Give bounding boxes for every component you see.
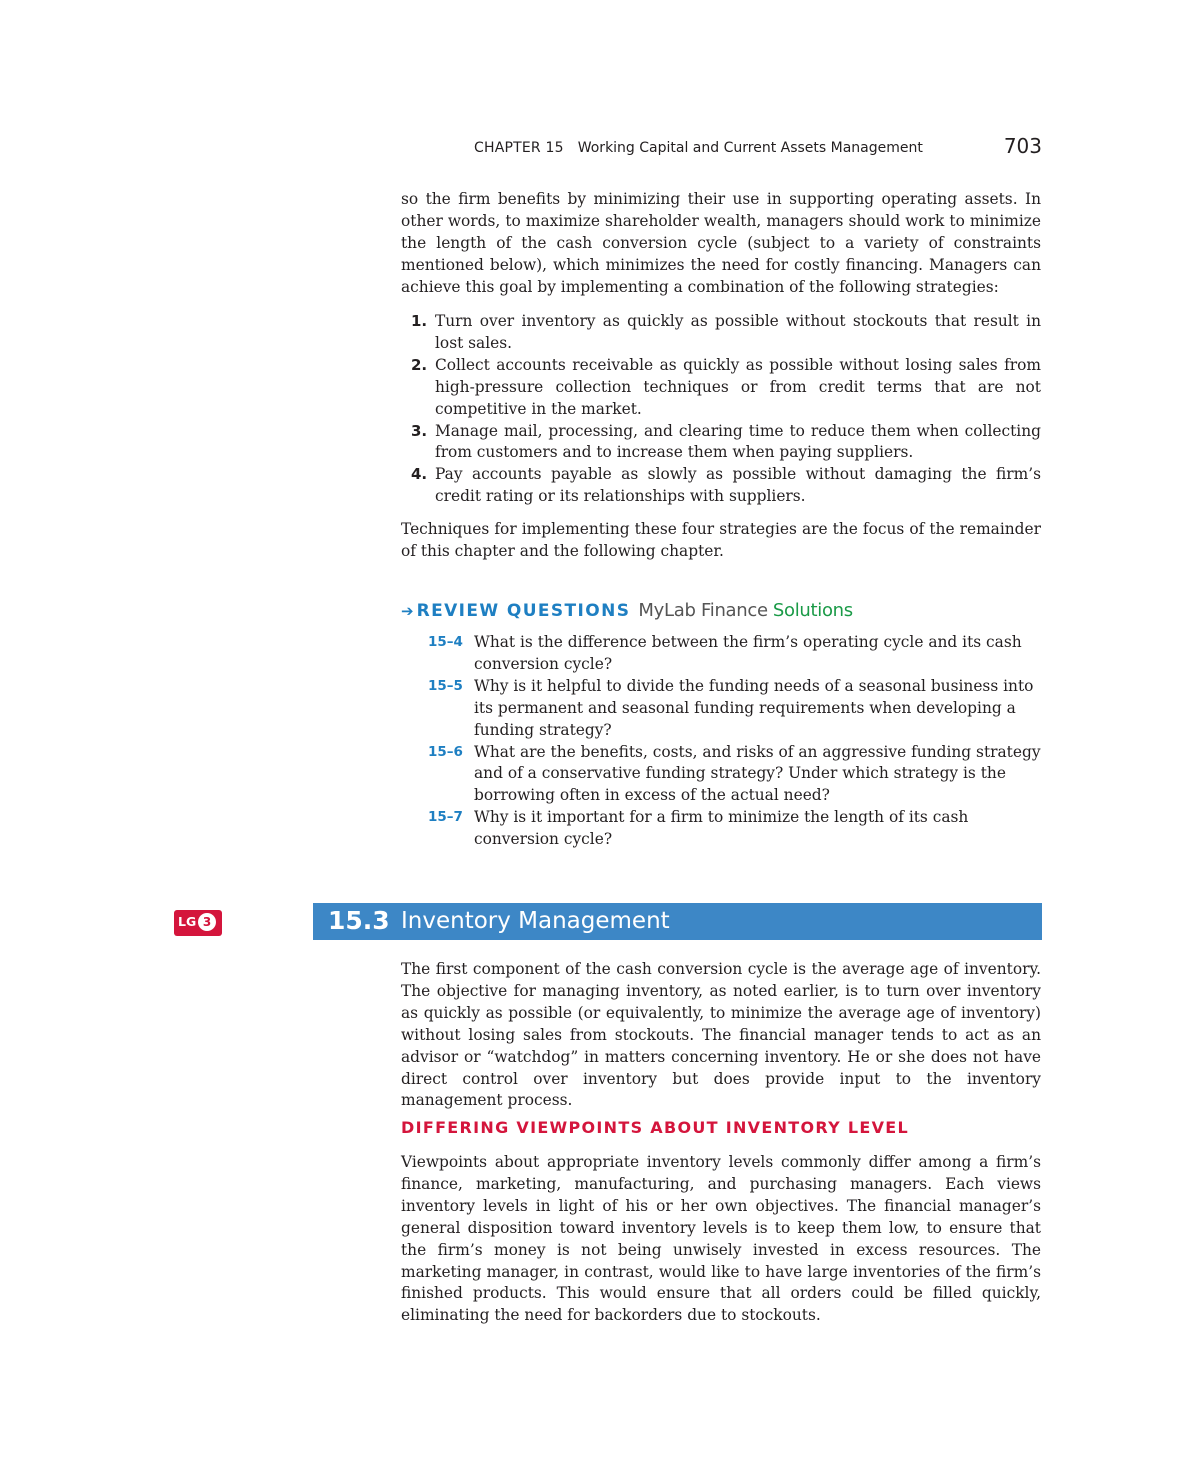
question-number: 15–7 (428, 809, 463, 826)
mylab-label: MyLab Finance (638, 600, 768, 621)
list-item (401, 421, 1041, 465)
review-title: REVIEW QUESTIONS (416, 601, 631, 621)
chapter-label: CHAPTER 15 (474, 140, 564, 156)
list-item (401, 355, 1041, 421)
review-question (428, 742, 1041, 808)
list-number: 1. (411, 312, 428, 330)
review-question (428, 807, 1041, 851)
subheading: DIFFERING VIEWPOINTS ABOUT INVENTORY LEVEL (401, 1118, 910, 1137)
section-title: Inventory Management (401, 908, 670, 934)
section-number: 15.3 (328, 906, 390, 935)
page-number: 703 (1003, 134, 1042, 158)
review-question (428, 632, 1041, 676)
question-number: 15–6 (428, 743, 463, 760)
question-text: Why is it important for a firm to minimize the length of its cash conversion cycle? (474, 808, 969, 849)
list-item (401, 311, 1041, 355)
question-number: 15–4 (428, 634, 463, 650)
section-paragraph: The first component of the cash conversion cycle is the average age of inventory. The objective for managing inventory, as noted earlier, is to turn over inventory as quickly as possible (or equivalently, to minimize the average age of inventory) without losing sales from stockouts. The financial manager tends to act as an advisor or “watchdog” in matters concerning inventory. He or she does not have direct control over inventory but does provide input to the inventory management process. (401, 960, 1041, 1110)
question-number: 15–5 (428, 677, 463, 694)
list-number: 4. (411, 465, 428, 484)
question-text: Why is it helpful to divide the funding needs of a seasonal business into its permanent and seasonal funding requirements when developing a funding strategy? (474, 676, 1034, 739)
list-text: Turn over inventory as quickly as possible without stockouts that result in lost sales. (435, 312, 1041, 352)
learning-goal-badge (174, 910, 222, 936)
techniques-paragraph: Techniques for implementing these four strategies are the focus of the remainder of this chapter and the following chapter. (401, 520, 1041, 560)
list-item (401, 464, 1041, 508)
section-heading-bar (313, 903, 1042, 940)
learning-goal-label: LG (178, 914, 197, 929)
list-number: 3. (411, 421, 428, 440)
running-header (474, 134, 1042, 164)
list-text: Manage mail, processing, and clearing time to reduce them when collecting from customers and to increase them when paying suppliers. (435, 421, 1041, 462)
strategy-list (401, 311, 1041, 508)
solutions-label: Solutions (772, 600, 853, 621)
viewpoints-paragraph: Viewpoints about appropriate inventory levels commonly differ among a firm’s finance, marketing, manufacturing, and purchasing managers. Each views inventory levels in light of his or her own objectives. The financial manager’s general disposition toward inventory levels is to keep them low, to ensure that the firm’s money is not being unwisely invested in excess resources. The marketing manager, in contrast, would like to have large inventories of the firm’s finished products. This would ensure that all orders could be filled quickly, eliminating the need for backorders due to stockouts. (401, 1153, 1041, 1325)
question-text: What are the benefits, costs, and risks of an aggressive funding strategy and of a conservative funding strategy? Under which strategy is the borrowing often in excess of the actual need? (474, 742, 1041, 805)
intro-paragraph: so the firm benefits by minimizing their use in supporting operating assets. In other words, to maximize shareholder wealth, managers should work to minimize the length of the cash conversion cycle (subject to a variety of constraints mentioned below), which minimizes the need for costly financing. Managers can achieve this goal by implementing a combination of the following strategies: (401, 190, 1041, 296)
list-text: Pay accounts payable as slowly as possible without damaging the firm’s credit rating or its relationships with suppliers. (435, 465, 1041, 506)
chapter-heading (474, 140, 923, 156)
learning-goal-number: 3 (198, 913, 216, 931)
arrow-icon: ➔ (401, 602, 414, 620)
review-question (428, 676, 1041, 742)
list-number: 2. (411, 355, 428, 374)
question-text: What is the difference between the firm’s operating cycle and its cash conversion cycle? (474, 633, 1022, 673)
review-questions-heading (401, 600, 1041, 626)
list-text: Collect accounts receivable as quickly as possible without losing sales from high-pressure collection techniques or from credit terms that are not competitive in the market. (435, 355, 1041, 418)
chapter-title: Working Capital and Current Assets Management (577, 140, 923, 156)
review-question-list (428, 632, 1041, 851)
